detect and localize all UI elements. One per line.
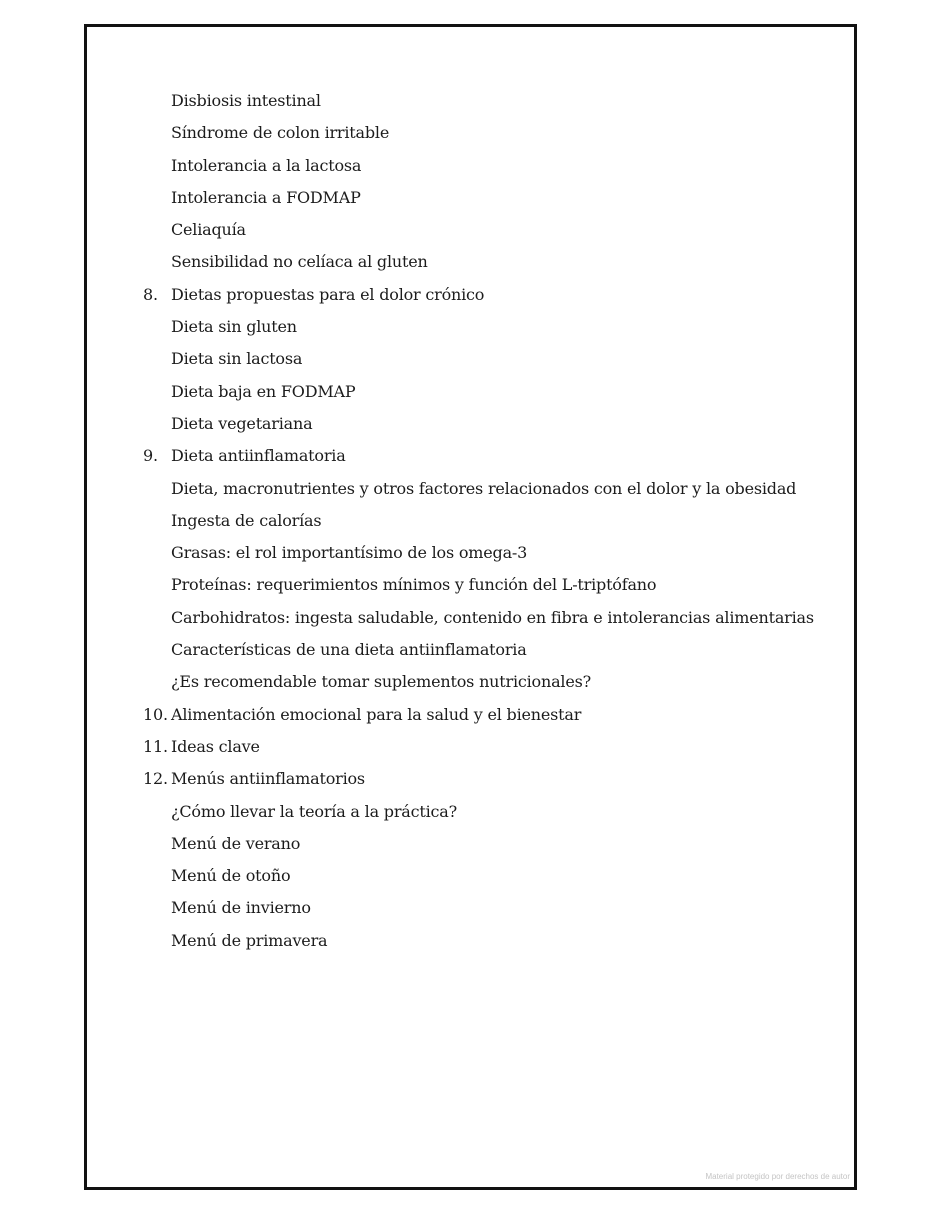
toc-entry-title: Características de una dieta antiinflamatoria <box>171 640 527 660</box>
toc-entry-title: ¿Es recomendable tomar suplementos nutricionales? <box>171 672 591 692</box>
toc-entry-title: Menú de verano <box>171 833 301 853</box>
toc-entry <box>143 763 843 795</box>
toc-entry <box>143 925 843 957</box>
toc-entry <box>143 408 843 440</box>
toc-entry-title: Menú de invierno <box>171 898 311 918</box>
toc-entry-title: Síndrome de colon irritable <box>171 123 390 143</box>
toc-entry-title: Grasas: el rol importantísimo de los omega-3 <box>171 543 528 563</box>
toc-entry <box>143 182 843 214</box>
toc-entry-title: Proteínas: requerimientos mínimos y función del L-triptófano <box>171 575 657 595</box>
toc-entry-title: Carbohidratos: ingesta saludable, contenido en fibra e intolerancias alimentarias <box>171 607 814 627</box>
toc-entry-title: Menú de otoño <box>171 866 291 886</box>
toc-entry-title: Ideas clave <box>171 736 260 756</box>
copyright-watermark: Material protegido por derechos de autor <box>705 1172 850 1181</box>
toc-entry <box>143 279 843 311</box>
toc-entry-title: Menús antiinflamatorios <box>171 769 365 789</box>
toc-entry-number: 8. <box>143 284 158 304</box>
toc-entry-title: Ingesta de calorías <box>171 510 322 530</box>
toc-entry <box>143 85 843 117</box>
toc-entry-number: 12. <box>143 769 168 789</box>
toc-entry-title: Menú de primavera <box>171 930 328 950</box>
toc-entry-title: Sensibilidad no celíaca al gluten <box>171 252 428 272</box>
toc-entry <box>143 214 843 246</box>
toc-entry <box>143 634 843 666</box>
toc-entry-title: Dieta baja en FODMAP <box>171 381 356 401</box>
toc-entry <box>143 473 843 505</box>
toc-entry <box>143 117 843 149</box>
toc-entry-title: Dieta antiinflamatoria <box>171 446 346 466</box>
toc-entry <box>143 699 843 731</box>
toc-entry <box>143 569 843 601</box>
toc-entry <box>143 666 843 698</box>
toc-entry <box>143 150 843 182</box>
toc-entry <box>143 246 843 278</box>
toc-entry-title: Dieta sin gluten <box>171 317 297 337</box>
toc-entry-title: Dieta, macronutrientes y otros factores relacionados con el dolor y la obesidad <box>171 478 797 498</box>
toc-entry-number: 11. <box>143 736 168 756</box>
toc-entry <box>143 860 843 892</box>
toc-entry <box>143 796 843 828</box>
toc-entry-title: Dietas propuestas para el dolor crónico <box>171 284 485 304</box>
toc-entry-title: Intolerancia a la lactosa <box>171 155 362 175</box>
page-frame <box>84 24 857 1190</box>
table-of-contents <box>143 85 843 957</box>
toc-entry <box>143 311 843 343</box>
toc-entry-title: ¿Cómo llevar la teoría a la práctica? <box>171 801 458 821</box>
toc-entry-number: 10. <box>143 704 168 724</box>
toc-entry <box>143 505 843 537</box>
toc-entry-title: Celiaquía <box>171 220 246 240</box>
toc-entry <box>143 440 843 472</box>
toc-entry-title: Disbiosis intestinal <box>171 91 321 110</box>
toc-entry-title: Alimentación emocional para la salud y el bienestar <box>171 704 582 724</box>
toc-entry <box>143 537 843 569</box>
toc-entry-title: Dieta sin lactosa <box>171 349 303 369</box>
toc-entry <box>143 376 843 408</box>
toc-entry-title: Dieta vegetariana <box>171 413 313 433</box>
toc-entry <box>143 731 843 763</box>
toc-entry <box>143 602 843 634</box>
toc-entry-title: Intolerancia a FODMAP <box>171 187 361 207</box>
toc-entry-number: 9. <box>143 446 158 466</box>
toc-entry <box>143 343 843 375</box>
toc-entry <box>143 828 843 860</box>
toc-entry <box>143 892 843 924</box>
